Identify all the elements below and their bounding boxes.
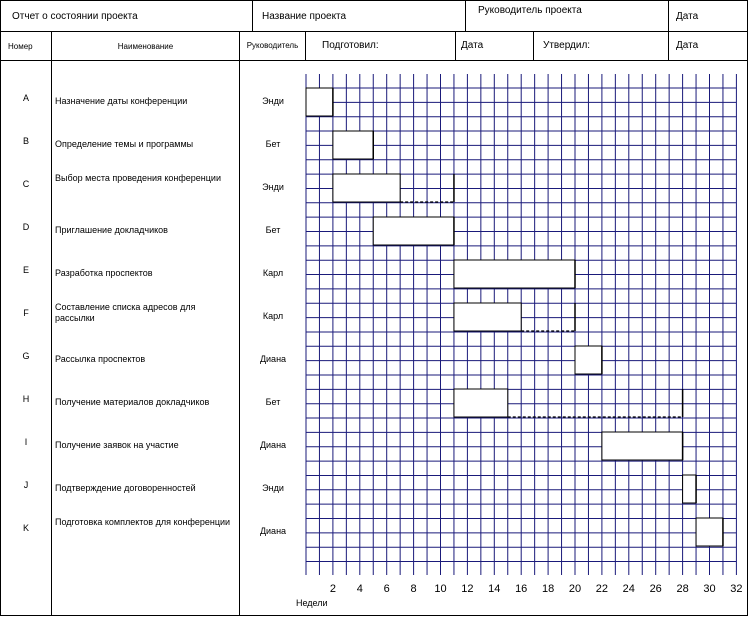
date-label: Дата: [676, 11, 699, 22]
task-id: I: [24, 437, 28, 447]
x-tick-label: 8: [410, 583, 417, 595]
x-tick-label: 32: [730, 583, 743, 595]
report-title: Отчет о состоянии проекта: [12, 11, 138, 22]
date-label-2: Дата: [461, 40, 484, 51]
x-tick-label: 26: [649, 583, 662, 595]
task-name: Подготовка комплектов для конференции: [55, 517, 231, 527]
task-id: A: [22, 93, 29, 103]
x-axis-label: Недели: [296, 598, 328, 608]
task-id: D: [22, 222, 30, 232]
planned-bar: [602, 432, 683, 460]
task-id: G: [22, 351, 30, 361]
x-tick-label: 20: [568, 583, 582, 595]
planned-bar: [333, 131, 373, 159]
project-name-label: Название проекта: [262, 11, 347, 22]
planned-bar: [306, 88, 333, 116]
task-manager: Энди: [262, 483, 284, 493]
task-name: Получение заявок на участие: [55, 440, 179, 450]
planned-bar: [683, 475, 696, 503]
task-manager: Карл: [262, 311, 284, 321]
task-name: Назначение даты конференции: [55, 96, 188, 106]
task-id: C: [22, 179, 30, 189]
task-manager: Энди: [262, 96, 284, 106]
task-manager: Карл: [262, 268, 284, 278]
planned-bar: [575, 346, 602, 374]
task-id: H: [22, 394, 30, 404]
col-manager-header: Руководитель: [246, 41, 299, 50]
manager-label: Руководитель проекта: [478, 5, 582, 16]
task-manager: Бет: [265, 397, 281, 407]
x-tick-label: 6: [383, 583, 390, 595]
task-name: Выбор места проведения конференции: [55, 173, 221, 183]
x-tick-label: 2: [329, 583, 336, 595]
x-tick-label: 4: [356, 583, 363, 595]
x-tick-label: 10: [434, 583, 447, 595]
task-manager: Диана: [259, 354, 287, 364]
task-manager: Бет: [265, 139, 281, 149]
task-name: Составление списка адресов для рассылки: [55, 302, 196, 323]
prepared-label: Подготовил:: [322, 40, 379, 51]
task-name: Приглашение докладчиков: [55, 225, 168, 235]
task-name: Подтверждение договоренностей: [55, 483, 196, 493]
planned-bar: [454, 303, 521, 331]
task-name: Получение материалов докладчиков: [55, 397, 210, 407]
x-tick-label: 30: [703, 583, 716, 595]
task-manager: Диана: [259, 440, 287, 450]
x-tick-label: 28: [676, 583, 689, 595]
task-id: F: [23, 308, 29, 318]
task-manager: Диана: [259, 526, 287, 536]
approved-label: Утвердил:: [543, 40, 591, 51]
planned-bar: [373, 217, 454, 245]
col-number-header: Номер: [8, 42, 33, 51]
x-tick-label: 24: [622, 583, 635, 595]
task-manager: Бет: [265, 225, 281, 235]
task-name: Рассылка проспектов: [55, 354, 146, 364]
task-id: J: [23, 480, 29, 490]
x-tick-label: 14: [488, 583, 501, 595]
planned-bar: [333, 174, 400, 202]
task-name: Определение темы и программы: [55, 139, 194, 149]
date-label-3: Дата: [676, 40, 699, 51]
x-tick-label: 12: [461, 583, 474, 595]
task-id: E: [22, 265, 29, 275]
planned-bar: [454, 260, 575, 288]
planned-bar: [696, 518, 723, 546]
x-tick-label: 22: [595, 583, 609, 595]
col-name-header: Наименование: [117, 42, 174, 51]
task-name: Разработка проспектов: [55, 268, 153, 278]
task-id: K: [22, 523, 29, 533]
task-manager: Энди: [262, 182, 284, 192]
planned-bar: [454, 389, 508, 417]
x-tick-label: 16: [515, 583, 528, 595]
task-id: B: [22, 136, 29, 146]
x-tick-label: 18: [541, 583, 555, 595]
